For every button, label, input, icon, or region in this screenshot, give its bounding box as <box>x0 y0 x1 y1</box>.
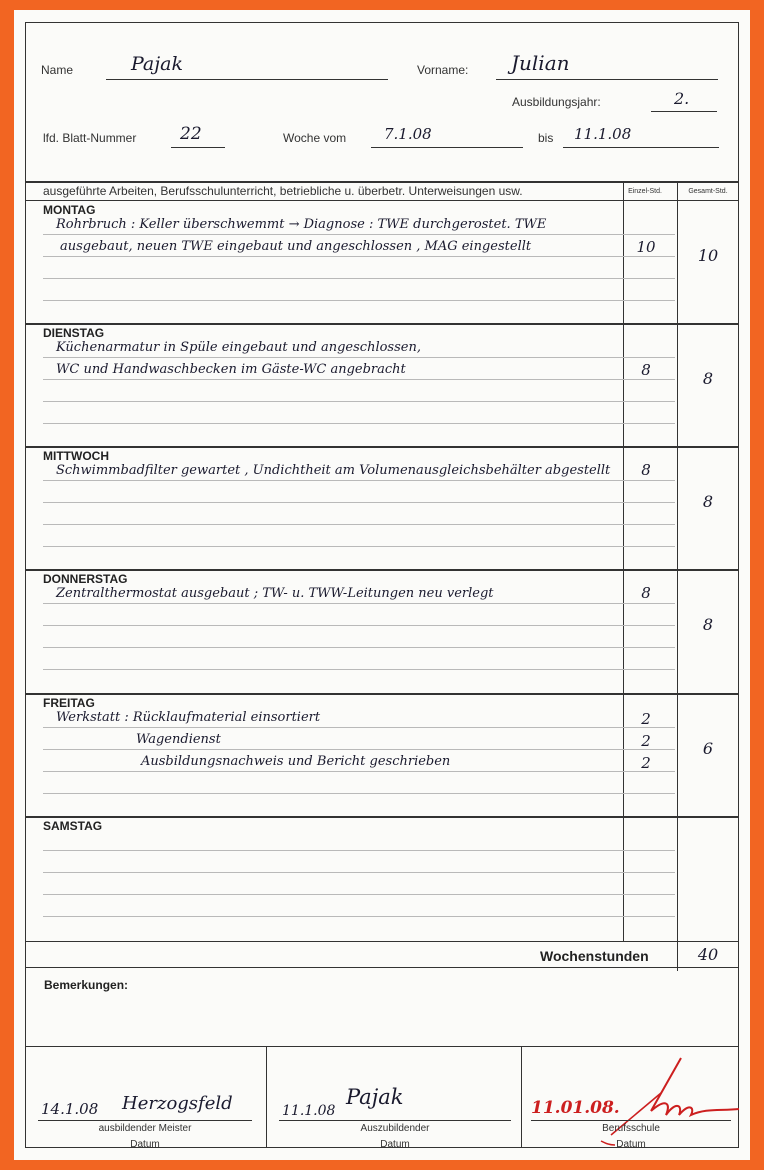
ausbildungsjahr-underline <box>651 111 717 112</box>
blatt-label: lfd. Blatt-Nummer <box>43 131 137 145</box>
activity-line: Schwimmbadfilter gewartet , Undichtheit am Volumenausgleichsbehälter abgestellt <box>56 463 611 478</box>
day-label-samstag: SAMSTAG <box>43 819 103 833</box>
ruled-line <box>43 357 675 358</box>
gesamt-hours: 8 <box>702 492 714 511</box>
name-underline <box>106 79 388 80</box>
signature-meister-role: ausbildender Meister <box>98 1123 192 1134</box>
ruled-line <box>43 850 675 851</box>
ruled-line <box>43 749 675 750</box>
gesamt-hours: 6 <box>702 739 714 758</box>
activity-line: Werkstatt : Rücklaufmaterial einsortiert <box>56 710 321 725</box>
activity-line: Wagendienst <box>136 732 221 747</box>
einzel-hours: 2 <box>641 732 651 750</box>
blatt-underline <box>171 147 225 148</box>
signature-meister-line <box>38 1120 252 1121</box>
ruled-line <box>43 423 675 424</box>
vorname-label: Vorname: <box>417 63 469 77</box>
ruled-line <box>43 502 675 503</box>
ruled-line <box>43 480 675 481</box>
activity-line: Zentralthermostat ausgebaut ; TW- u. TWW-Leitungen neu verlegt <box>56 586 494 601</box>
woche-from-underline <box>371 147 523 148</box>
activity-line: Küchenarmatur in Spüle eingebaut und angeschlossen, <box>56 340 421 355</box>
ruled-line <box>43 379 675 380</box>
day-separator <box>26 446 738 448</box>
signature-azubi-datum: Datum <box>380 1139 410 1150</box>
wochenstunden-label: Wochenstunden <box>540 948 649 964</box>
ruled-line <box>43 546 675 547</box>
gesamt-column-line <box>677 181 678 971</box>
bemerkungen-bottom-border <box>26 1046 738 1047</box>
ausbildungsjahr-label: Ausbildungsjahr: <box>512 95 601 109</box>
activity-line: Rohrbruch : Keller überschwemmt → Diagnose : TWE durchgerostet. TWE <box>56 217 547 232</box>
day-separator <box>26 693 738 695</box>
activities-header: ausgeführte Arbeiten, Berufsschulunterricht, betriebliche u. überbetr. Unterweisungen usw. <box>43 184 523 198</box>
signature-schule-date: 11.01.08. <box>531 1098 620 1118</box>
ruled-line <box>43 916 675 917</box>
wochenstunden-bottom-border <box>26 967 738 968</box>
day-label-dienstag: DIENSTAG <box>43 326 105 340</box>
signature-azubi: Pajak <box>346 1085 404 1109</box>
header-row-border <box>26 200 738 201</box>
ruled-line <box>43 872 675 873</box>
day-separator <box>26 569 738 571</box>
day-label-montag: MONTAG <box>43 203 96 217</box>
woche-from-value: 7.1.08 <box>384 125 432 143</box>
blatt-value: 22 <box>180 124 202 144</box>
ruled-line <box>43 771 675 772</box>
ruled-line <box>43 401 675 402</box>
report-form <box>25 22 739 1148</box>
signature-divider-2 <box>521 1046 522 1148</box>
einzel-hours: 10 <box>636 238 656 256</box>
signature-schule-line <box>531 1120 731 1121</box>
signature-azubi-role: Auszubildender <box>360 1123 430 1134</box>
ausbildungsjahr-value: 2. <box>674 89 690 108</box>
bemerkungen-label: Bemerkungen: <box>44 978 129 992</box>
name-label: Name <box>41 63 74 77</box>
einzel-hours: 8 <box>641 461 651 479</box>
activity-line: ausgebaut, neuen TWE eingebaut und angeschlossen , MAG eingestellt <box>60 239 532 254</box>
einzel-hours: 8 <box>641 584 651 602</box>
ruled-line <box>43 625 675 626</box>
day-separator <box>26 816 738 818</box>
gesamt-hours: 8 <box>702 369 714 388</box>
ruled-line <box>43 669 675 670</box>
woche-to-value: 11.1.08 <box>574 125 632 143</box>
ruled-line <box>43 256 675 257</box>
signature-azubi-date: 11.1.08 <box>282 1103 336 1119</box>
gesamt-hours: 10 <box>697 246 719 265</box>
einzel-column-line <box>623 181 624 941</box>
ruled-line <box>43 603 675 604</box>
name-value: Pajak <box>131 53 183 75</box>
signature-divider-1 <box>266 1046 267 1148</box>
vorname-value: Julian <box>511 51 570 75</box>
vorname-underline <box>496 79 718 80</box>
signature-schule-role: Berufsschule <box>602 1123 660 1134</box>
signature-meister-datum: Datum <box>130 1139 160 1150</box>
signature-azubi-line <box>279 1120 511 1121</box>
report-sheet <box>14 10 750 1160</box>
ruled-line <box>43 234 675 235</box>
table-top-border <box>26 181 738 183</box>
day-label-freitag: FREITAG <box>43 696 95 710</box>
bis-label: bis <box>538 131 554 145</box>
wochenstunden-top-border <box>26 941 738 942</box>
ruled-line <box>43 524 675 525</box>
gesamt-header: Gesamt-Std. <box>688 188 728 195</box>
einzel-header: Einzel-Std. <box>628 188 662 195</box>
activity-line: WC und Handwaschbecken im Gäste-WC angebracht <box>56 362 406 377</box>
ruled-line <box>43 300 675 301</box>
ruled-line <box>43 647 675 648</box>
ruled-line <box>43 278 675 279</box>
signature-schule-datum: Datum <box>616 1139 646 1150</box>
day-label-donnerstag: DONNERSTAG <box>43 572 128 586</box>
einzel-hours: 2 <box>641 710 651 728</box>
gesamt-hours: 8 <box>702 615 714 634</box>
activity-line: Ausbildungsnachweis und Bericht geschrieben <box>141 754 451 769</box>
ruled-line <box>43 727 675 728</box>
ruled-line <box>43 793 675 794</box>
einzel-hours: 8 <box>641 361 651 379</box>
woche-label: Woche vom <box>283 131 347 145</box>
signature-meister: Herzogsfeld <box>122 1093 233 1114</box>
ruled-line <box>43 894 675 895</box>
day-label-mittwoch: MITTWOCH <box>43 449 109 463</box>
einzel-hours: 2 <box>641 754 651 772</box>
signature-meister-date: 14.1.08 <box>41 1100 99 1118</box>
woche-to-underline <box>563 147 719 148</box>
day-separator <box>26 323 738 325</box>
wochenstunden-value: 40 <box>697 945 719 964</box>
